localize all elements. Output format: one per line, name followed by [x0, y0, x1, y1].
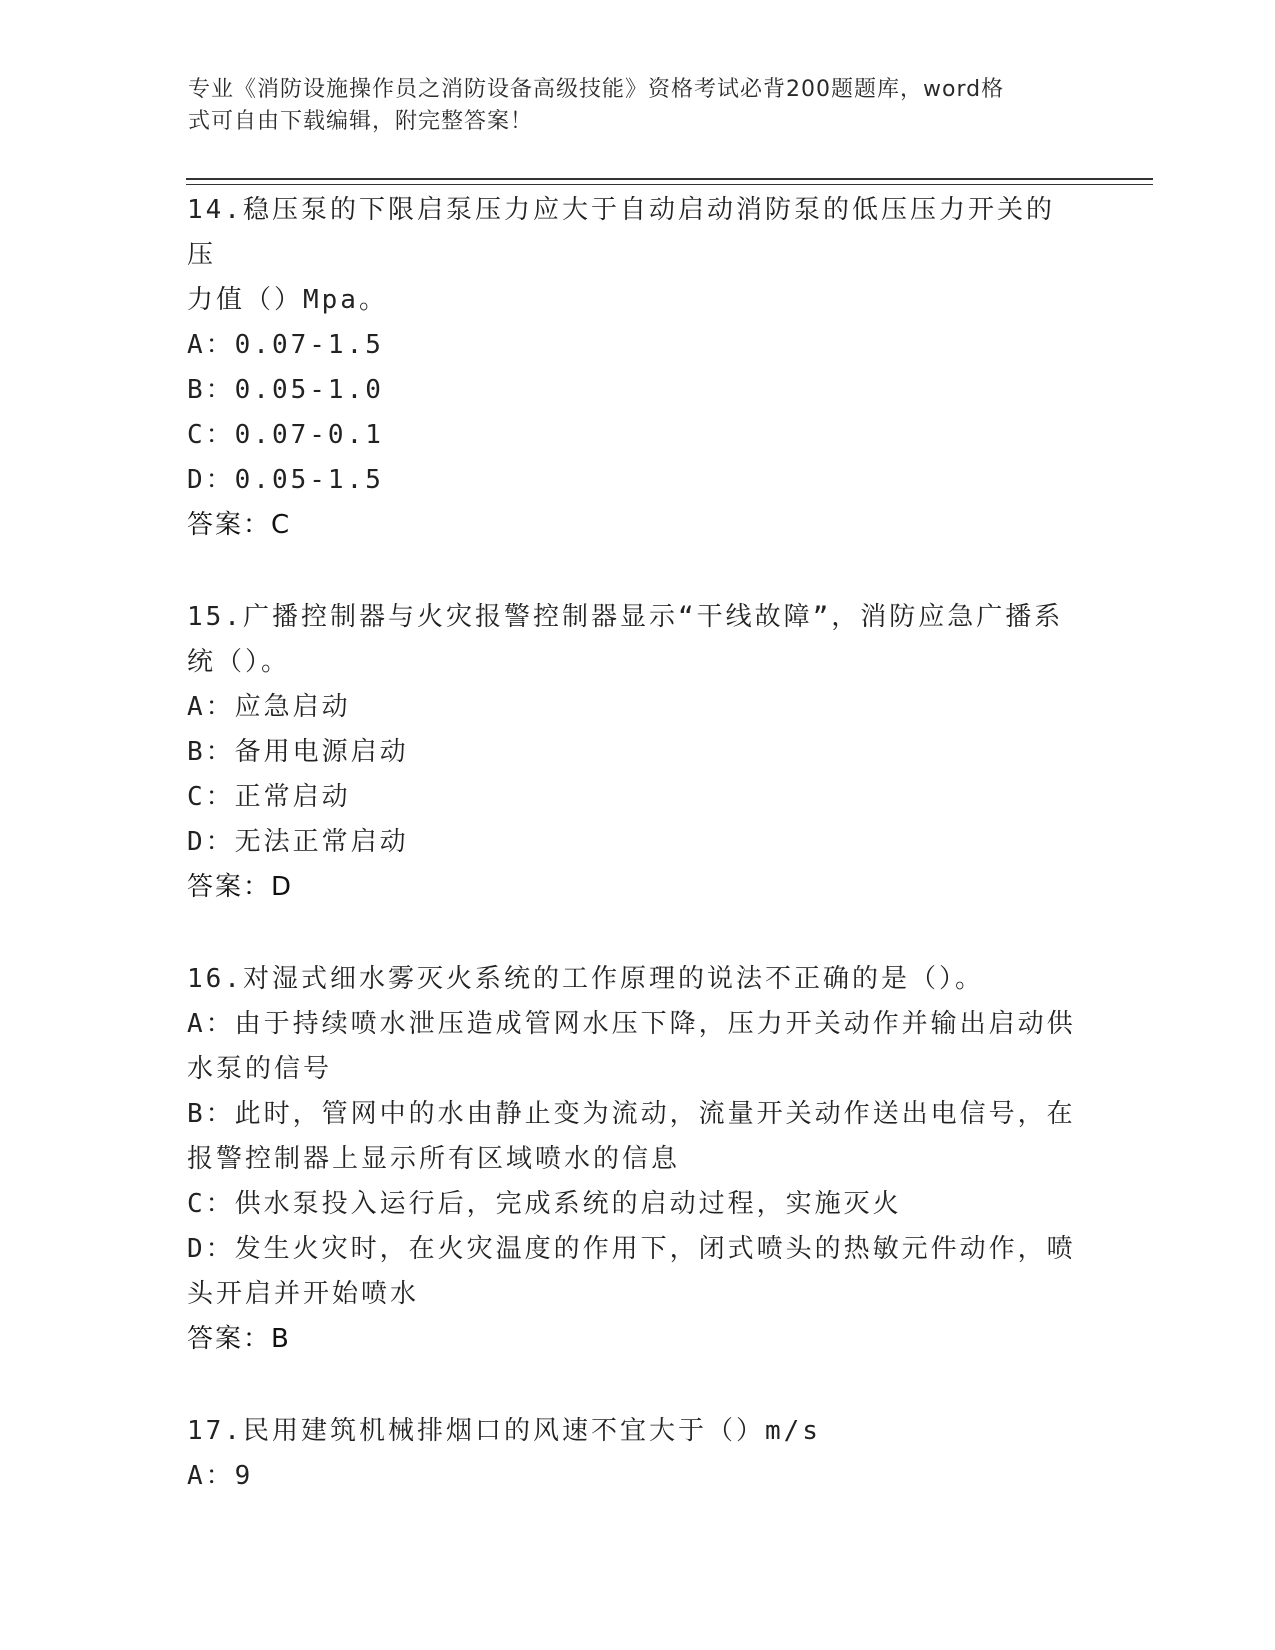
question-17 — [187, 1409, 1077, 1499]
header-divider-thin — [186, 184, 1153, 185]
question-stem-line: 15.广播控制器与火灾报警控制器显示“干线故障”，消防应急广播系 — [187, 602, 1064, 632]
answer-line: 答案：C — [187, 510, 292, 540]
question-list — [187, 188, 1077, 1499]
question-stem-line: 17.民用建筑机械排烟口的风速不宜大于（）m/s — [187, 1416, 821, 1446]
option-d: D：0.05-1.5 — [187, 465, 384, 495]
option-c: C：正常启动 — [187, 782, 351, 812]
question-stem-line: 16.对湿式细水雾灭火系统的工作原理的说法不正确的是（）。 — [187, 964, 984, 994]
option-c: C：供水泵投入运行后，完成系统的启动过程，实施灭火 — [187, 1189, 902, 1219]
header-line-2: 式可自由下载编辑，附完整答案！ — [188, 109, 534, 134]
question-spacer — [187, 910, 1077, 957]
question-14 — [187, 188, 1077, 548]
option-b: B：0.05-1.0 — [187, 375, 384, 405]
header-divider-thick — [186, 178, 1153, 180]
option-d: D：无法正常启动 — [187, 827, 409, 857]
header-line-1: 专业《消防设施操作员之消防设备高级技能》资格考试必背200题题库，word格 — [188, 77, 1005, 102]
question-16 — [187, 957, 1077, 1362]
option-a: A：由于持续喷水泄压造成管网水压下降，压力开关动作并输出启动供 — [187, 1009, 1076, 1039]
option-a: A：应急启动 — [187, 692, 351, 722]
question-spacer — [187, 1362, 1077, 1409]
answer-line: 答案：D — [187, 872, 294, 902]
option-b: B：此时，管网中的水由静止变为流动，流量开关动作送出电信号，在 — [187, 1099, 1076, 1129]
option-b-continued: 报警控制器上显示所有区域喷水的信息 — [187, 1144, 681, 1174]
question-stem-line: 统（）。 — [187, 647, 291, 677]
option-c: C：0.07-0.1 — [187, 420, 384, 450]
option-d: D：发生火灾时，在火灾温度的作用下，闭式喷头的热敏元件动作，喷 — [187, 1234, 1076, 1264]
option-b: B：备用电源启动 — [187, 737, 409, 767]
answer-line: 答案：B — [187, 1324, 291, 1354]
document-header — [188, 74, 1068, 138]
question-15 — [187, 595, 1077, 910]
question-stem-line: 14.稳压泵的下限启泵压力应大于自动启动消防泵的低压压力开关的压 — [187, 195, 1055, 270]
option-a-continued: 水泵的信号 — [187, 1054, 333, 1084]
question-spacer — [187, 548, 1077, 595]
option-a: A：0.07-1.5 — [187, 330, 384, 360]
option-d-continued: 头开启并开始喷水 — [187, 1279, 420, 1309]
option-a: A：9 — [187, 1461, 254, 1491]
question-stem-line: 力值（）Mpa。 — [187, 285, 388, 315]
